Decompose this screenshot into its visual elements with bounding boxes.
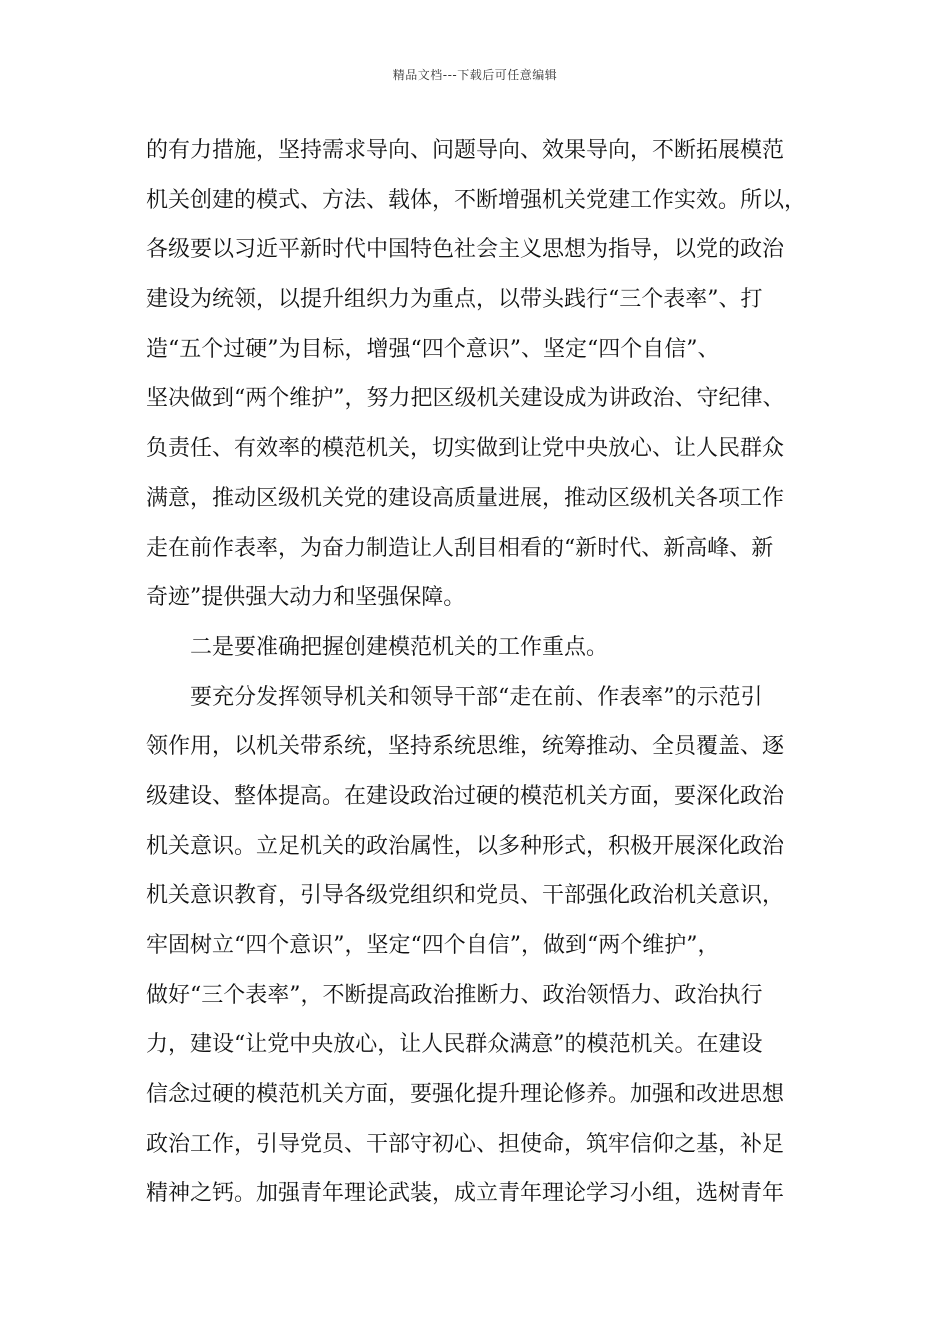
body-line: 负责任、有效率的模范机关，切实做到让党中央放心、让人民群众: [146, 436, 785, 462]
body-line: 走在前作表率，为奋力制造让人刮目相看的“新时代、新高峰、新: [146, 535, 774, 561]
document-body: [146, 130, 806, 1223]
section-heading: 二是要准确把握创建模范机关的工作重点。: [190, 634, 609, 660]
body-line: 奇迹”提供强大动力和坚强保障。: [146, 585, 466, 611]
paragraph-first-line: 要充分发挥领导机关和领导干部“走在前、作表率”的示范引: [190, 684, 763, 710]
body-line: 政治工作，引导党员、干部守初心、担使命，筑牢信仰之基，补足: [146, 1131, 785, 1157]
page-header: 精品文档---下载后可任意编辑: [392, 68, 558, 82]
body-line: 的有力措施，坚持需求导向、问题导向、效果导向，不断拓展模范: [146, 138, 785, 163]
body-line: 机关创建的模式、方法、载体，不断增强机关党建工作实效。所以，: [146, 187, 807, 213]
body-line: 力，建设“让党中央放心，让人民群众满意”的模范机关。在建设: [146, 1032, 763, 1058]
body-line: 建设为统领，以提升组织力为重点，以带头践行“三个表率”、打: [146, 287, 763, 313]
body-line: 机关意识教育，引导各级党组织和党员、干部强化政治机关意识，: [146, 883, 785, 909]
body-line: 满意，推动区级机关党的建设高质量进展，推动区级机关各项工作: [146, 485, 785, 511]
body-line: 精神之钙。加强青年理论武装，成立青年理论学习小组，选树青年: [146, 1181, 785, 1207]
body-line: 机关意识。立足机关的政治属性，以多种形式，积极开展深化政治: [146, 833, 785, 859]
body-line: 坚决做到“两个维护”，努力把区级机关建设成为讲政治、守纪律、: [146, 386, 785, 412]
body-line: 级建设、整体提高。在建设政治过硬的模范机关方面，要深化政治: [146, 783, 785, 809]
body-line: 做好“三个表率”，不断提高政治推断力、政治领悟力、政治执行: [146, 982, 763, 1008]
body-line: 各级要以习近平新时代中国特色社会主义思想为指导，以党的政治: [146, 237, 785, 263]
body-line: 信念过硬的模范机关方面，要强化提升理论修养。加强和改进思想: [146, 1082, 785, 1108]
body-line: 造“五个过硬”为目标，增强“四个意识”、坚定“四个自信”、: [146, 336, 720, 362]
body-line: 牢固树立“四个意识”，坚定“四个自信”，做到“两个维护”，: [146, 933, 720, 958]
body-line: 领作用，以机关带系统，坚持系统思维，统筹推动、全员覆盖、逐: [146, 734, 785, 760]
